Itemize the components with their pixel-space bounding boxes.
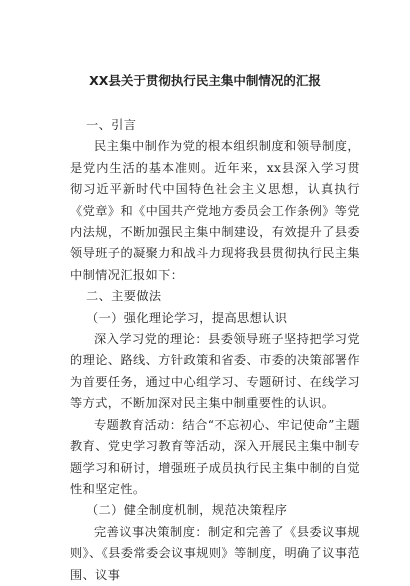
paragraph-theory-study: 深入学习党的理论：县委领导班子坚持把学习党的理论、路线、方针政策和省委、市委的决策部署作为首要任务，通过中心组学习、专题研讨、在线学习等方式，不断加深对民主集中制重要性的认识。 — [70, 332, 360, 411]
section-heading-main-practices: 二、主要做法 — [86, 289, 162, 304]
document-body — [70, 115, 360, 586]
paragraph-introduction: 民主集中制作为党的根本组织制度和领导制度，是党内生活的基本准则。近年来，xx县深入学习贯彻习近平新时代中国特色社会主义思想，认真执行《党章》和《中国共产党地方委员会工作条例》等党内法规，不断加强民主集中制建设，有效提升了县委领导班子的凝聚力和战斗力现将我县贯彻执行民主集中制情况汇报如下： — [70, 139, 360, 282]
section-heading-introduction: 一、引言 — [86, 118, 137, 132]
paragraph-decision-rules: 完善议事决策制度：制定和完善了《县委议事规则》、《县委常委会议事规则》等制度，明确了议事范围、议事 — [70, 524, 360, 582]
subsection-heading-institutional-mechanisms: （二）健全制度机制，规范决策程序 — [86, 503, 288, 518]
paragraph-thematic-education: 专题教育活动：结合“不忘初心、牢记使命”主题教育、党史学习教育等活动，深入开展民主集中制专题学习和研讨，增强班子成员执行民主集中制的自觉性和坚定性。 — [70, 417, 360, 496]
document-title: XX县关于贯彻执行民主集中制情况的汇报 — [89, 73, 321, 88]
subsection-heading-theory-study: （一）强化理论学习，提高思想认识 — [86, 310, 288, 325]
